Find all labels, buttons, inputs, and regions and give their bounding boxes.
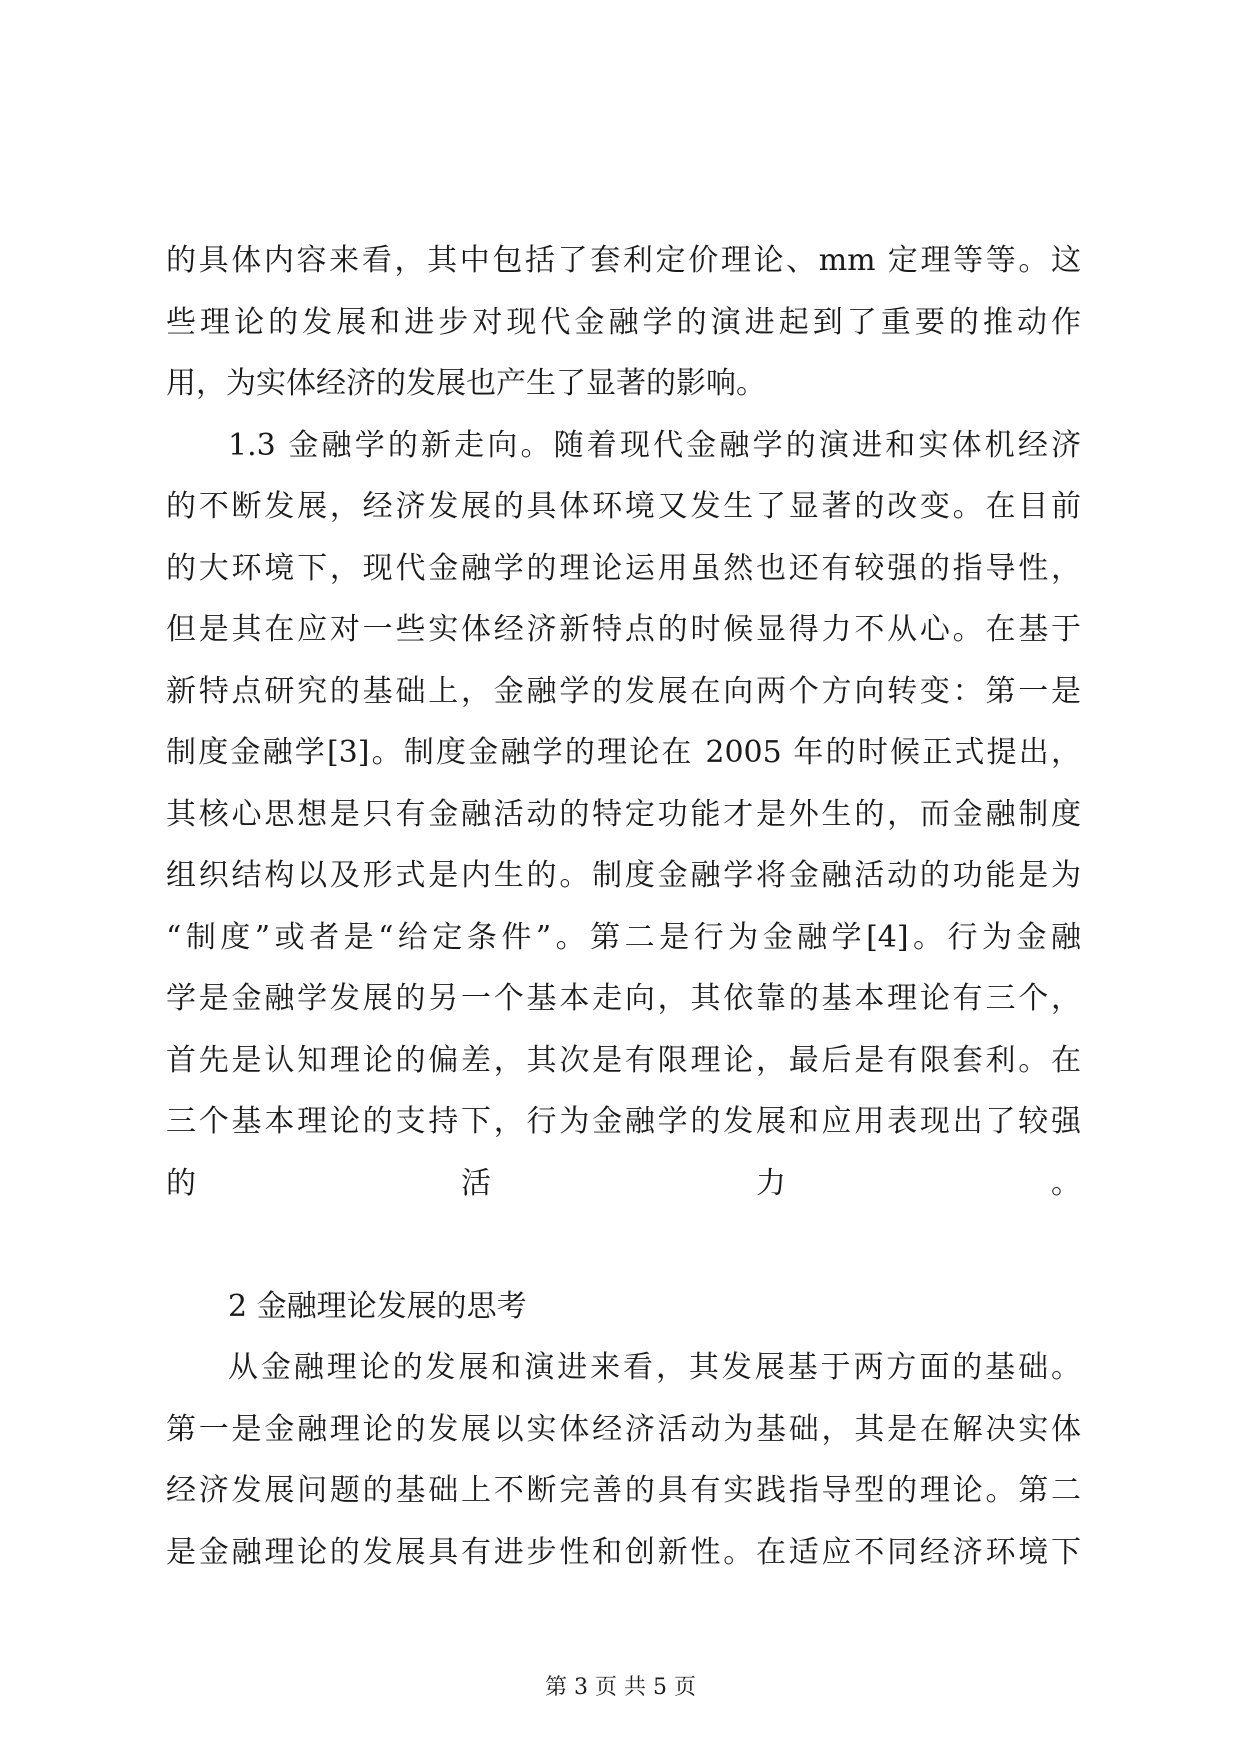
text-line [166,1214,1081,1276]
text-line: 其核心思想是只有金融活动的特定功能才是外生的，而金融制度 [166,796,1081,832]
text-line: 些理论的发展和进步对现代金融学的演进起到了重要的推动作 [166,304,1081,340]
text-line: 学是金融学发展的另一个基本走向，其依靠的基本理论有三个， [166,981,1081,1016]
text-line: “制度”或者是“给定条件”。第二是行为金融学[4]。行为金融 [166,919,1081,955]
text-line: 的具体内容来看，其中包括了套利定价理论、mm 定理等等。这 [166,243,1081,278]
text-line: 经济发展问题的基础上不断完善的具有实践指导型的理论。第二 [166,1473,1081,1508]
text-line: 首先是认知理论的偏差，其次是有限理论，最后是有限套利。在 [166,1042,1081,1078]
text-line: 的大环境下，现代金融学的理论运用虽然也还有较强的指导性， [166,550,1081,586]
text-line: 的活力。 [166,1165,1081,1201]
text-line: 从金融理论的发展和演进来看，其发展基于两方面的基础。 [228,1350,1081,1385]
text-line: 新特点研究的基础上，金融学的发展在向两个方向转变：第一是 [166,673,1081,709]
page-number-label: 第 3 页 共 5 页 [545,1675,696,1700]
text-line: 三个基本理论的支持下，行为金融学的发展和应用表现出了较强 [166,1104,1081,1139]
text-line: 是金融理论的发展具有进步性和创新性。在适应不同经济环境下 [166,1534,1081,1570]
section-heading-2: 2 金融理论发展的思考 [228,1288,527,1324]
text-line: 但是其在应对一些实体经济新特点的时候显得力不从心。在基于 [166,612,1081,647]
text-line: 制度金融学[3]。制度金融学的理论在 2005 年的时候正式提出， [166,735,1081,770]
section-heading-1-3: 1.3 金融学的新走向。随着现代金融学的演进和实体机经济 [228,427,1081,463]
text-line: 第一是金融理论的发展以实体经济活动为基础，其是在解决实体 [166,1411,1081,1447]
page-footer [0,1670,1241,1701]
text-line: 的不断发展，经济发展的具体环境又发生了显著的改变。在目前 [166,489,1081,524]
text-line: 用，为实体经济的发展也产生了显著的影响。 [166,366,766,401]
text-line: 组织结构以及形式是内生的。制度金融学将金融活动的功能是为 [166,858,1081,893]
body-text [166,230,1081,1583]
